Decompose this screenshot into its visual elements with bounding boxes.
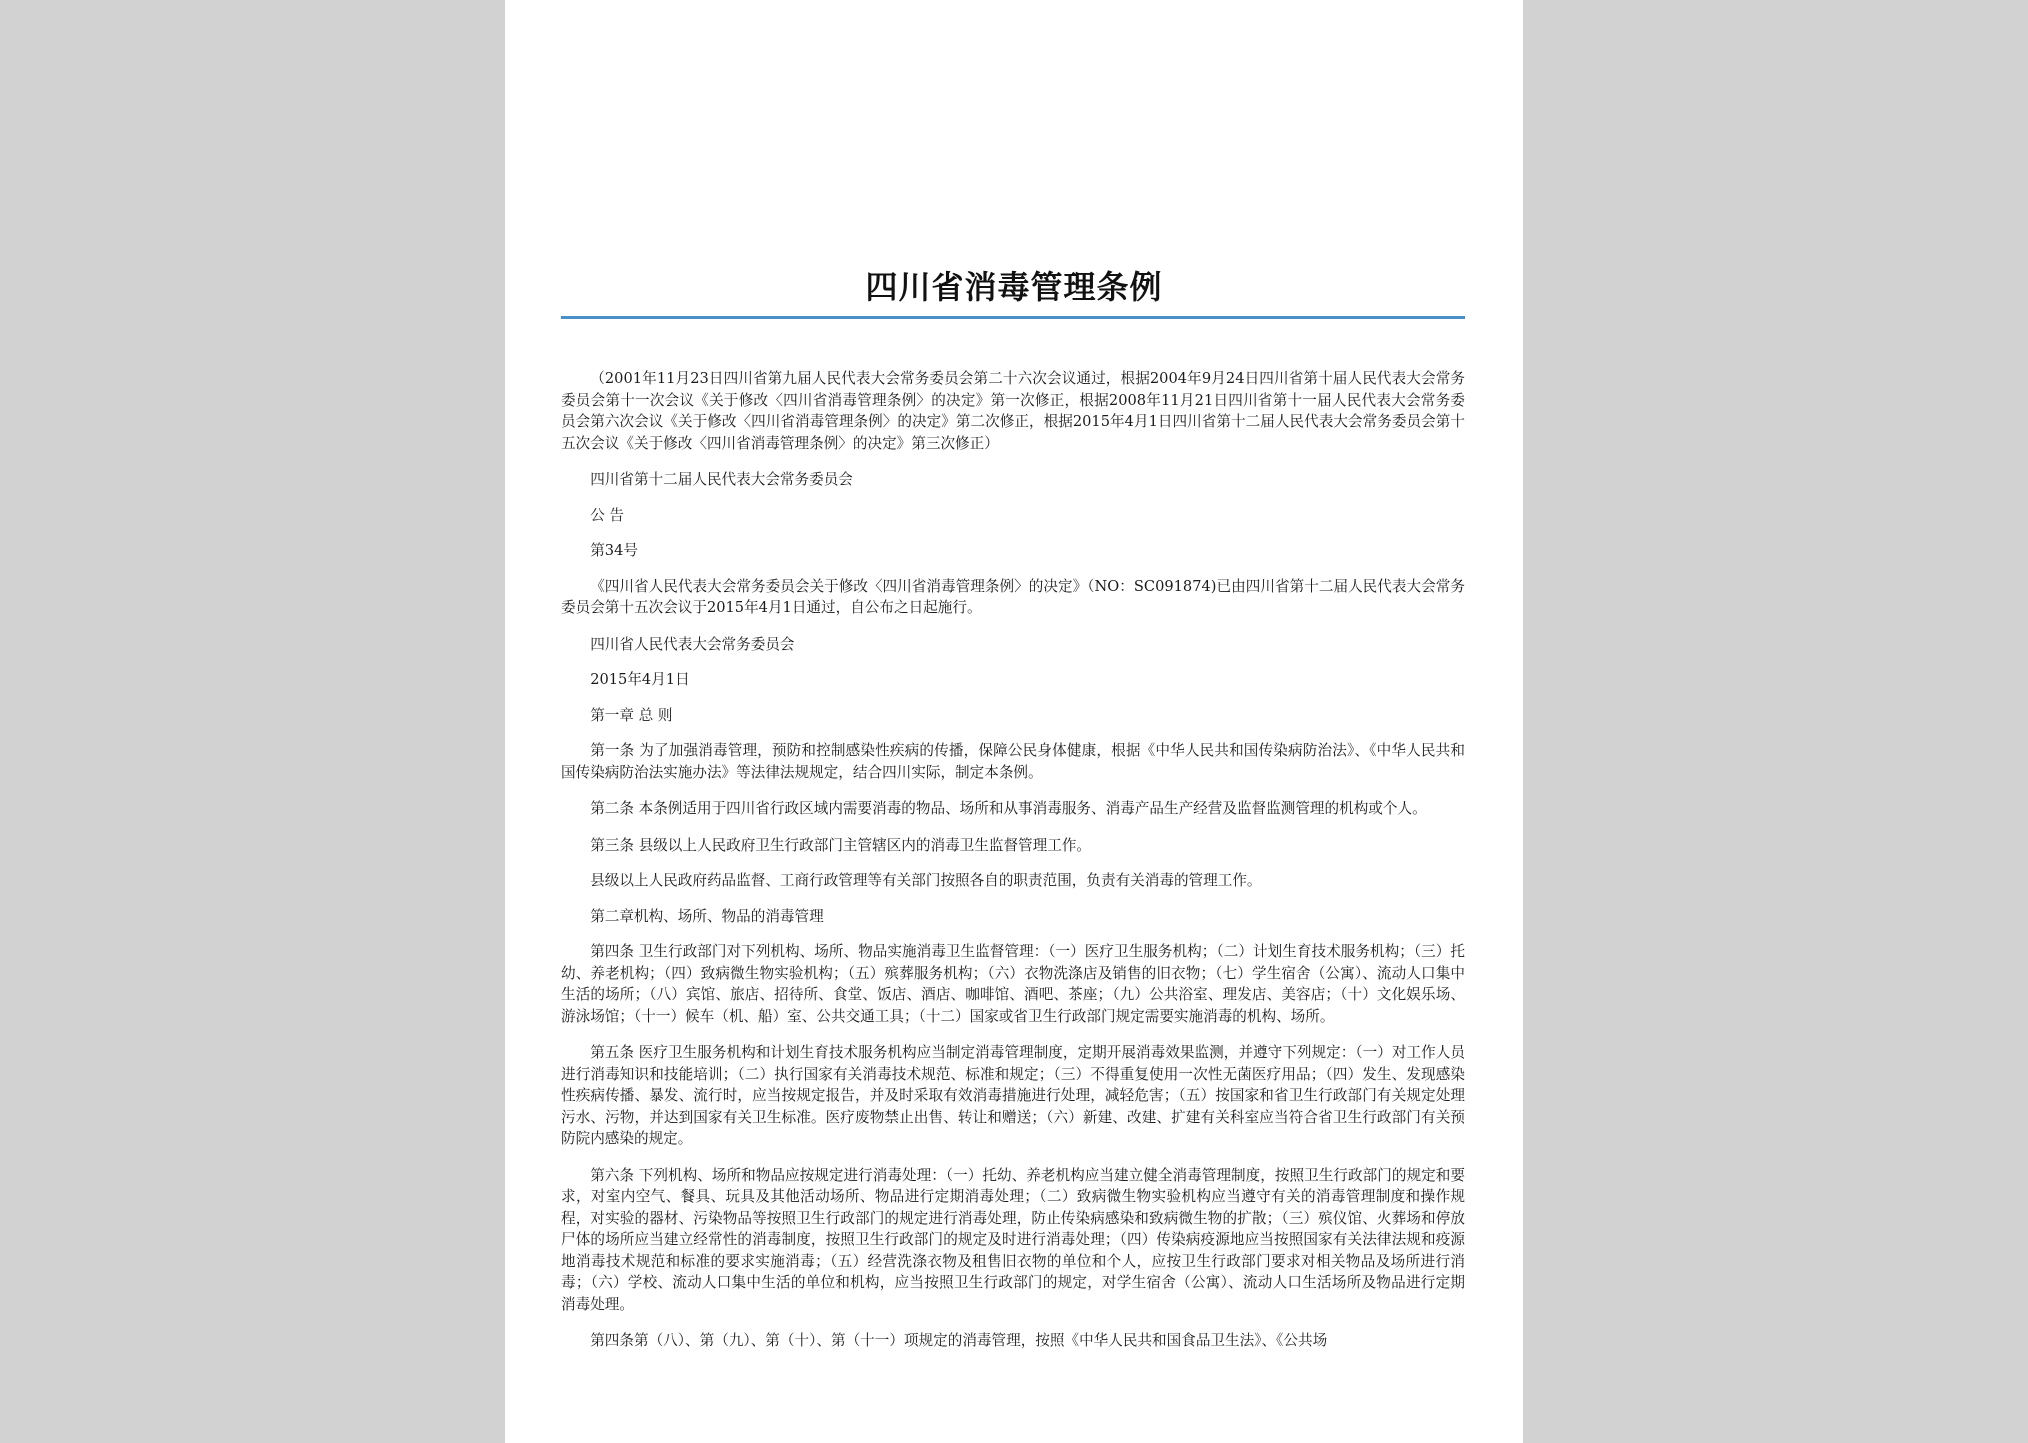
article-paragraph: 第四条 卫生行政部门对下列机构、场所、物品实施消毒卫生监督管理：（一）医疗卫生服务机构；（二）计划生育技术服务机构；（三）托幼、养老机构；（四）致病微生物实验机构；（五）殡葬服务机构；（六）衣物洗涤店及销售的旧衣物；（七）学生宿舍（公寓）、流动人口集中生活的场所；（八）宾馆、旅店、招待所、食堂、饭店、酒店、咖啡馆、酒吧、茶座；（九）公共浴室、理发店、美容店；（十）文化娱乐场、游泳场馆；（十一）候车（机、船）室、公共交通工具；（十二）国家或省卫生行政部门规定需要实施消毒的机构、场所。: [561, 943, 1465, 1025]
chapter-heading: 第一章 总 则: [590, 706, 673, 724]
announcement-body: 《四川省人民代表大会常务委员会关于修改〈四川省消毒管理条例〉的决定》（NO：SC091874)已由四川省第十二届人民代表大会常务委员会第十五次会议于2015年4月1日通过，自公布之日起施行。: [561, 577, 1465, 616]
article-paragraph: 第五条 医疗卫生服务机构和计划生育技术服务机构应当制定消毒管理制度，定期开展消毒效果监测，并遵守下列规定：（一）对工作人员进行消毒知识和技能培训；（二）执行国家有关消毒技术规范、标准和规定；（三）不得重复使用一次性无菌医疗用品；（四）发生、发现感染性疾病传播、暴发、流行时，应当按规定报告，并及时采取有效消毒措施进行处理，减轻危害；（五）按国家和省卫生行政部门有关规定处理污水、污物，并达到国家有关卫生标准。医疗废物禁止出售、转让和赠送；（六）新建、改建、扩建有关科室应当符合省卫生行政部门有关预防院内感染的规定。: [561, 1044, 1465, 1147]
announcement-date: 2015年4月1日: [590, 671, 690, 688]
article-paragraph: 第二条 本条例适用于四川省行政区域内需要消毒的物品、场所和从事消毒服务、消毒产品生产经营及监督监测管理的机构或个人。: [590, 800, 1427, 817]
issuer-line: 四川省第十二届人民代表大会常务委员会: [590, 471, 853, 488]
article-paragraph: 第六条 下列机构、场所和物品应按规定进行消毒处理：（一）托幼、养老机构应当建立健全消毒管理制度，按照卫生行政部门的规定和要求，对室内空气、餐具、玩具及其他活动场所、物品进行定期消毒处理；（二）致病微生物实验机构应当遵守有关的消毒管理制度和操作规程，对实验的器材、污染物品等按照卫生行政部门的规定进行消毒处理，防止传染病感染和致病微生物的扩散；（三）殡仪馆、火葬场和停放尸体的场所应当建立经常性的消毒制度，按照卫生行政部门的规定及时进行消毒处理；（四）传染病疫源地应当按照国家有关法律法规和疫源地消毒技术规范和标准的要求实施消毒；（五）经营洗涤衣物及租售旧衣物的单位和个人，应按卫生行政部门要求对相关物品及场所进行消毒；（六）学校、流动人口集中生活的单位和机构，应当按照卫生行政部门的规定，对学生宿舍（公寓）、流动人口生活场所及物品进行定期消毒处理。: [561, 1166, 1465, 1313]
article-paragraph: 县级以上人民政府药品监督、工商行政管理等有关部门按照各自的职责范围，负责有关消毒的管理工作。: [590, 872, 1262, 889]
signatory-line: 四川省人民代表大会常务委员会: [590, 635, 795, 653]
chapter-heading: 第二章机构、场所、物品的消毒管理: [590, 907, 824, 925]
announcement-number: 第34号: [590, 542, 638, 559]
announcement-heading: 公 告: [590, 506, 625, 524]
article-paragraph: 第四条第（八）、第（九）、第（十）、第（十一）项规定的消毒管理，按照《中华人民共和国食品卫生法》、《公共场: [590, 1332, 1328, 1349]
title-divider: [561, 316, 1465, 319]
document-body: [561, 368, 1465, 1367]
revision-note-paragraph: （2001年11月23日四川省第九届人民代表大会常务委员会第二十六次会议通过，根据2004年9月24日四川省第十届人民代表大会常务委员会第十一次会议《关于修改〈四川省消毒管理条例〉的决定》第一次修正，根据2008年11月21日四川省第十一届人民代表大会常务委员会第六次会议《关于修改〈四川省消毒管理条例〉的决定》第二次修正，根据2015年4月1日四川省第十二届人民代表大会常务委员会第十五次会议《关于修改〈四川省消毒管理条例〉的决定》第三次修正）: [561, 370, 1465, 452]
document-title: 四川省消毒管理条例: [865, 268, 1163, 306]
document-page: [505, 0, 1523, 1443]
article-paragraph: 第一条 为了加强消毒管理，预防和控制感染性疾病的传播，保障公民身体健康，根据《中华人民共和国传染病防治法》、《中华人民共和国传染病防治法实施办法》等法律法规规定，结合四川实际，制定本条例。: [561, 742, 1465, 781]
article-paragraph: 第三条 县级以上人民政府卫生行政部门主管辖区内的消毒卫生监督管理工作。: [590, 836, 1092, 854]
